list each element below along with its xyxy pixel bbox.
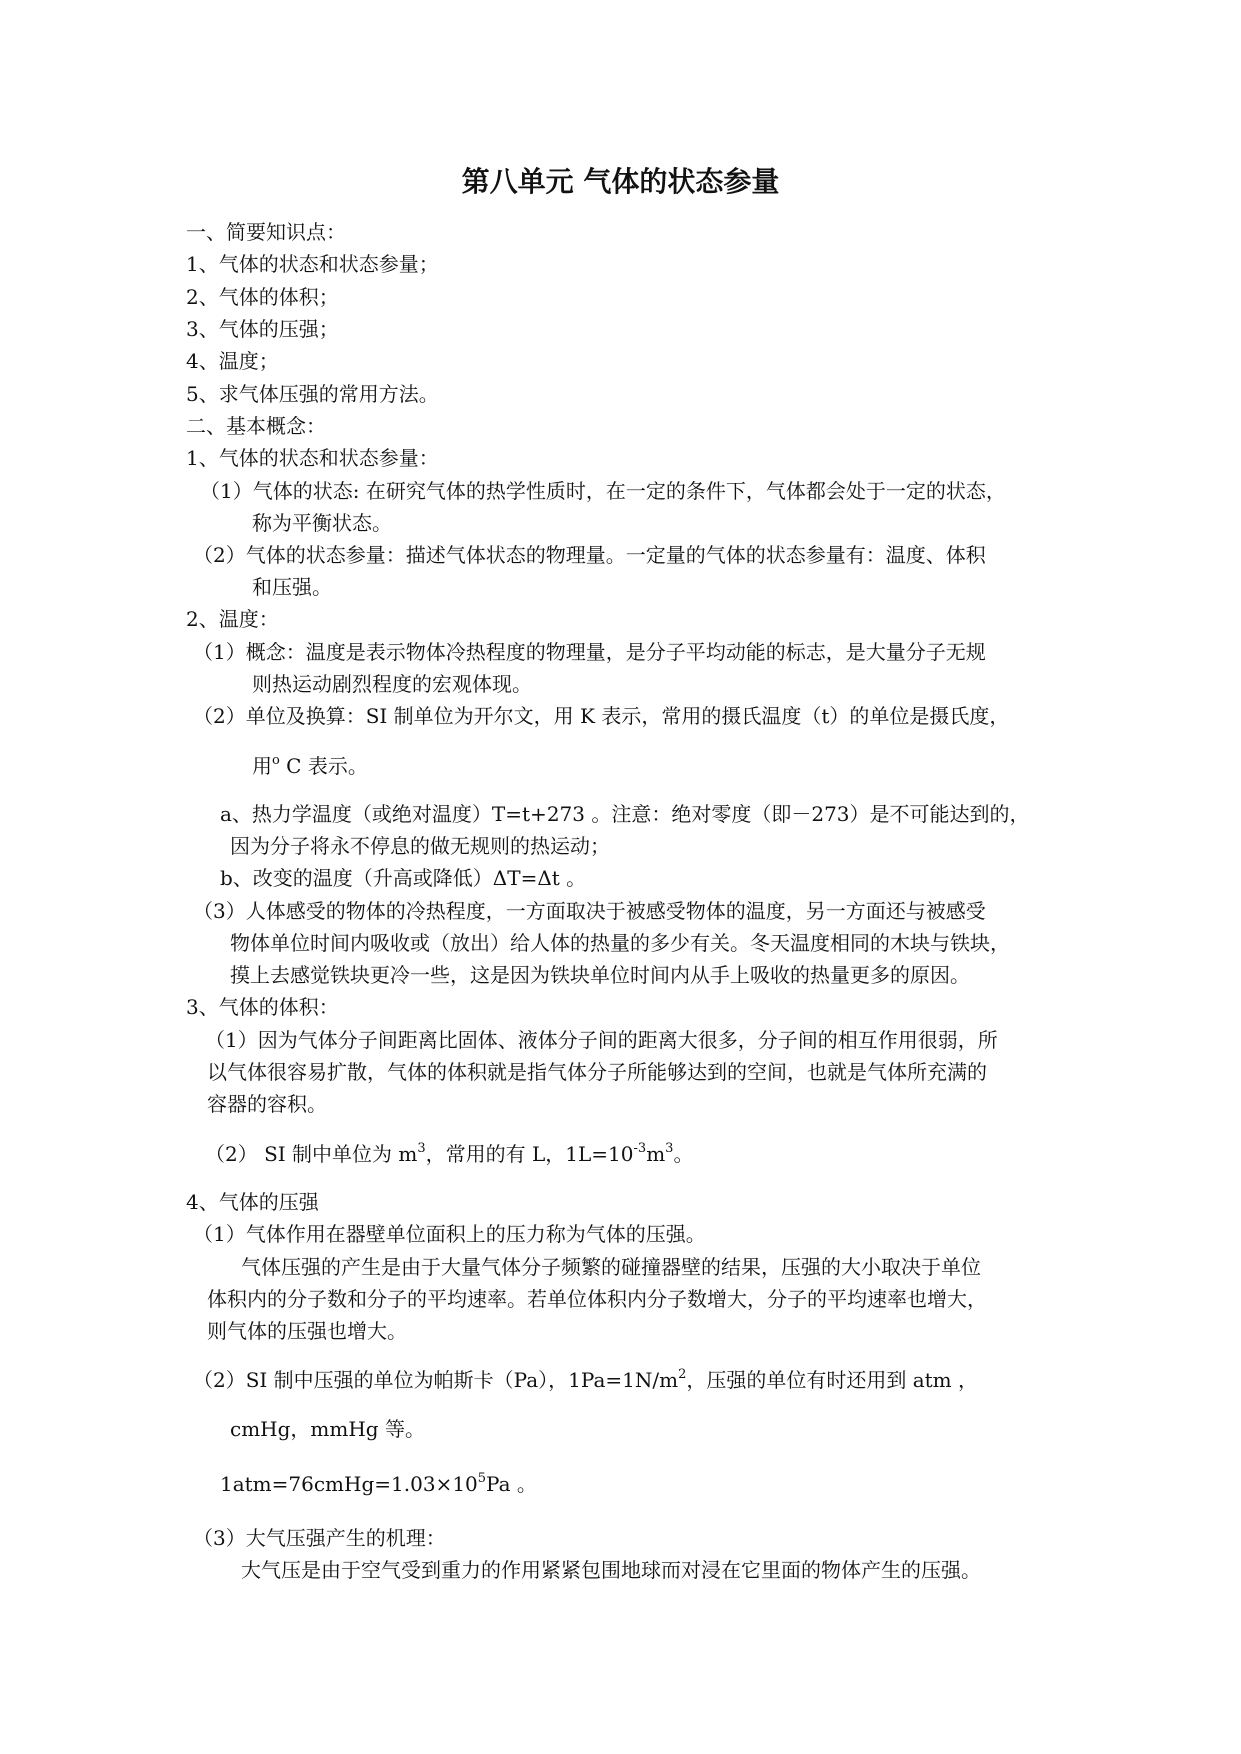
exponent-superscript: 3 (665, 1141, 674, 1156)
subsection-heading: 3、气体的体积： (186, 995, 339, 1019)
list-item: 5、求气体压强的常用方法。 (186, 382, 439, 406)
section-heading: 二、基本概念： (186, 414, 326, 438)
paragraph-line: 则热运动剧烈程度的宏观体现。 (252, 672, 532, 696)
paragraph-line: 容器的容积。 (207, 1092, 327, 1116)
list-item: 3、气体的压强； (186, 317, 339, 341)
list-item: 4、温度； (186, 349, 279, 373)
list-item: 2、气体的体积； (186, 285, 339, 309)
text-run: 。 (673, 1142, 694, 1166)
paragraph-line (205, 1140, 693, 1168)
degree-superscript: o (272, 753, 280, 768)
list-item: 1、气体的状态和状态参量； (186, 252, 439, 276)
text-run: （2） SI 制中单位为 m (205, 1142, 418, 1166)
text-run: ，常用的有 L，1L=10 (425, 1142, 634, 1166)
paragraph-line: （3）人体感受的物体的冷热程度，一方面取决于被感受物体的温度，另一方面还与被感受 (193, 899, 986, 923)
subsection-heading: 2、温度： (186, 607, 279, 631)
paragraph-line: （2）单位及换算：SI 制单位为开尔文，用 K 表示，常用的摄氏温度（t）的单位是摄氏度， (193, 704, 1010, 728)
paragraph-line: （1）气体作用在器壁单位面积上的压力称为气体的压强。 (193, 1222, 706, 1246)
paragraph-line: a、热力学温度（或绝对温度）T=t+273 。注意：绝对零度（即－273）是不可能达到的， (220, 802, 1030, 826)
subsection-heading: 1、气体的状态和状态参量： (186, 446, 439, 470)
exponent-superscript: 3 (417, 1141, 426, 1156)
paragraph-line (252, 752, 368, 780)
paragraph-line: （1）因为气体分子间距离比固体、液体分子间的距离大很多，分子间的相互作用很弱，所 (205, 1028, 998, 1052)
paragraph-line: 大气压是由于空气受到重力的作用紧紧包围地球而对浸在它里面的物体产生的压强。 (241, 1558, 981, 1582)
paragraph-line: 摸上去感觉铁块更冷一些，这是因为铁块单位时间内从手上吸收的热量更多的原因。 (230, 963, 970, 987)
paragraph-line: cmHg，mmHg 等。 (230, 1417, 425, 1441)
paragraph-line: 称为平衡状态。 (252, 511, 392, 535)
text-run: （2）SI 制中压强的单位为帕斯卡（Pa），1Pa=1N/m (193, 1368, 679, 1392)
exponent-superscript: -3 (633, 1141, 647, 1156)
paragraph-line: （1）概念：温度是表示物体冷热程度的物理量，是分子平均动能的标志，是大量分子无规 (193, 640, 986, 664)
paragraph-line: 以气体很容易扩散，气体的体积就是指气体分子所能够达到的空间，也就是气体所充满的 (207, 1060, 987, 1084)
paragraph-line: 则气体的压强也增大。 (207, 1319, 407, 1343)
paragraph-line: 物体单位时间内吸收或（放出）给人体的热量的多少有关。冬天温度相同的木块与铁块， (230, 931, 1010, 955)
paragraph-line: （3）大气压强产生的机理： (193, 1526, 446, 1550)
text-run: ，压强的单位有时还用到 atm ， (686, 1368, 978, 1392)
text-run: C 表示。 (279, 754, 368, 778)
paragraph-line: （2）气体的状态参量：描述气体状态的物理量。一定量的气体的状态参量有：温度、体积 (193, 543, 986, 567)
paragraph-line (220, 1470, 537, 1498)
text-run: 用 (252, 754, 272, 778)
paragraph-line (193, 1366, 978, 1394)
section-heading: 一、简要知识点： (186, 220, 346, 244)
paragraph-line: 体积内的分子数和分子的平均速率。若单位体积内分子数增大，分子的平均速率也增大， (207, 1287, 987, 1311)
text-run: m (646, 1142, 666, 1166)
paragraph-line: 和压强。 (252, 575, 332, 599)
page-title: 第八单元 气体的状态参量 (461, 165, 780, 198)
exponent-superscript: 2 (678, 1367, 687, 1382)
paragraph-line: （1）气体的状态: 在研究气体的热学性质时，在一定的条件下，气体都会处于一定的状态， (200, 479, 1006, 503)
text-run: Pa 。 (486, 1472, 537, 1496)
subsection-heading: 4、气体的压强 (186, 1190, 319, 1214)
paragraph-line: 气体压强的产生是由于大量气体分子频繁的碰撞器壁的结果，压强的大小取决于单位 (241, 1255, 981, 1279)
text-run: 1atm=76cmHg=1.03×10 (220, 1472, 478, 1496)
exponent-superscript: 5 (477, 1471, 487, 1486)
paragraph-line: 因为分子将永不停息的做无规则的热运动； (230, 834, 610, 858)
paragraph-line: b、改变的温度（升高或降低）ΔT=Δt 。 (220, 866, 587, 890)
